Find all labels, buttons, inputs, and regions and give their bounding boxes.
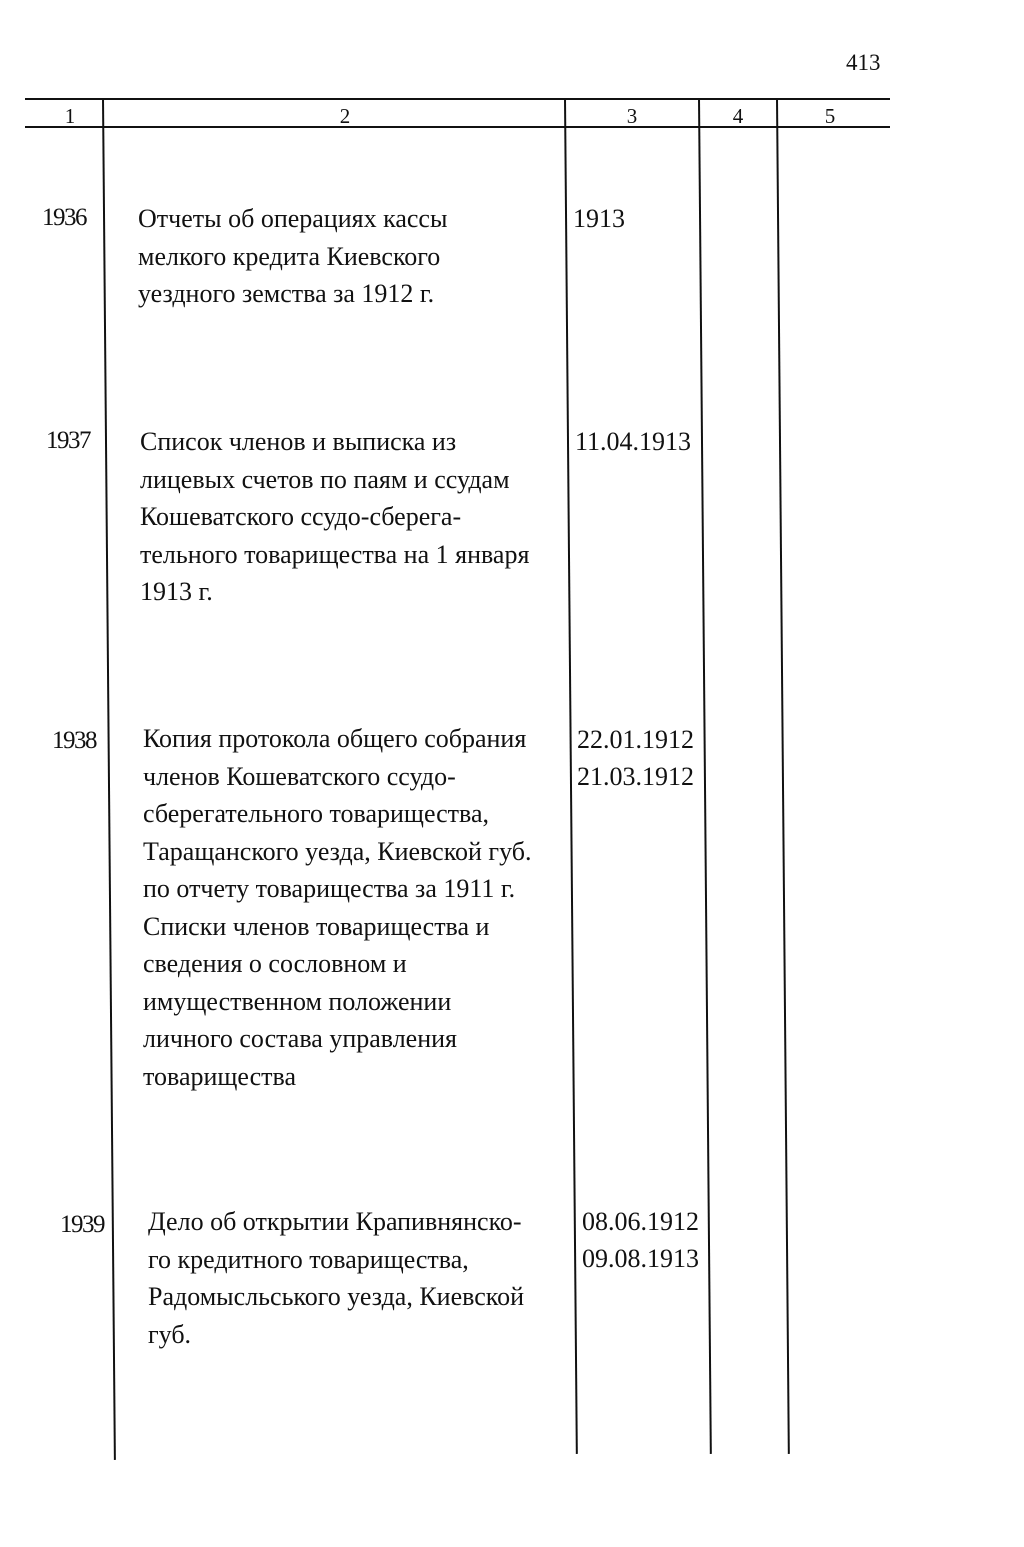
column-header-4: 4 — [732, 104, 744, 128]
column-divider-2 — [564, 98, 578, 1454]
column-divider-4 — [776, 98, 790, 1454]
entry-date: 11.04.1913 — [575, 427, 692, 456]
entry-date: 21.03.1912 — [577, 762, 694, 791]
description-line: Список членов и выписка из — [140, 427, 457, 456]
entry-dates — [577, 721, 694, 795]
description-line: уездного земства за 1912 г. — [138, 279, 435, 308]
entry-number: 1939 — [60, 1211, 104, 1238]
header-bottom-rule — [25, 126, 890, 128]
description-line: Отчеты об операциях кассы — [138, 204, 448, 233]
entry-dates — [575, 423, 691, 460]
description-line: имущественном положении — [143, 986, 452, 1016]
column-divider-3 — [698, 98, 712, 1454]
entry-description — [140, 423, 534, 611]
column-header-2: 2 — [339, 104, 351, 128]
description-line: Таращанского уезда, Киевской губ. — [143, 836, 532, 866]
description-line: Копия протокола общего собрания — [143, 724, 527, 753]
description-line: товарищества — [143, 1061, 296, 1091]
column-header-3: 3 — [626, 104, 638, 128]
description-line: членов Кошеватского ссудо- — [143, 761, 456, 791]
entry-description — [148, 1203, 542, 1353]
entry-number: 1937 — [46, 427, 90, 454]
description-line: тельного товарищества на 1 января — [140, 539, 530, 569]
column-divider-1 — [102, 98, 116, 1460]
entry-dates — [573, 200, 625, 237]
description-line: Радомысльського уезда, Киевской — [148, 1282, 525, 1311]
description-line: мелкого кредита Киевского — [138, 241, 441, 271]
description-line: лицевых счетов по паям и ссудам — [140, 464, 510, 494]
description-line: Списки членов товарищества и — [143, 911, 490, 941]
description-line: Дело об открытии Крапивнянско- — [148, 1207, 522, 1236]
description-line: сберегательного товарищества, — [143, 799, 490, 828]
page-number: 413 — [846, 50, 881, 75]
entry-number: 1936 — [42, 204, 86, 231]
column-header-5: 5 — [824, 104, 836, 128]
entry-number: 1938 — [52, 727, 96, 754]
description-line: по отчету товарищества за 1911 г. — [143, 874, 516, 903]
header-top-rule — [25, 98, 890, 100]
description-line: сведения о сословном и — [143, 949, 407, 978]
column-header-1: 1 — [64, 104, 76, 128]
entry-description — [138, 200, 532, 313]
description-line: личного состава управления — [143, 1024, 458, 1053]
entry-date: 09.08.1913 — [582, 1244, 699, 1273]
entry-dates — [582, 1203, 699, 1277]
description-line: Кошеватского ссудо-сберега- — [140, 502, 462, 531]
description-line: губ. — [148, 1319, 192, 1349]
description-line: 1913 г. — [140, 577, 213, 606]
entry-date: 22.01.1912 — [577, 725, 694, 754]
entry-date: 08.06.1912 — [582, 1207, 699, 1236]
entry-date: 1913 — [573, 204, 625, 233]
description-line: го кредитного товарищества, — [148, 1244, 469, 1274]
entry-description — [143, 720, 539, 1095]
